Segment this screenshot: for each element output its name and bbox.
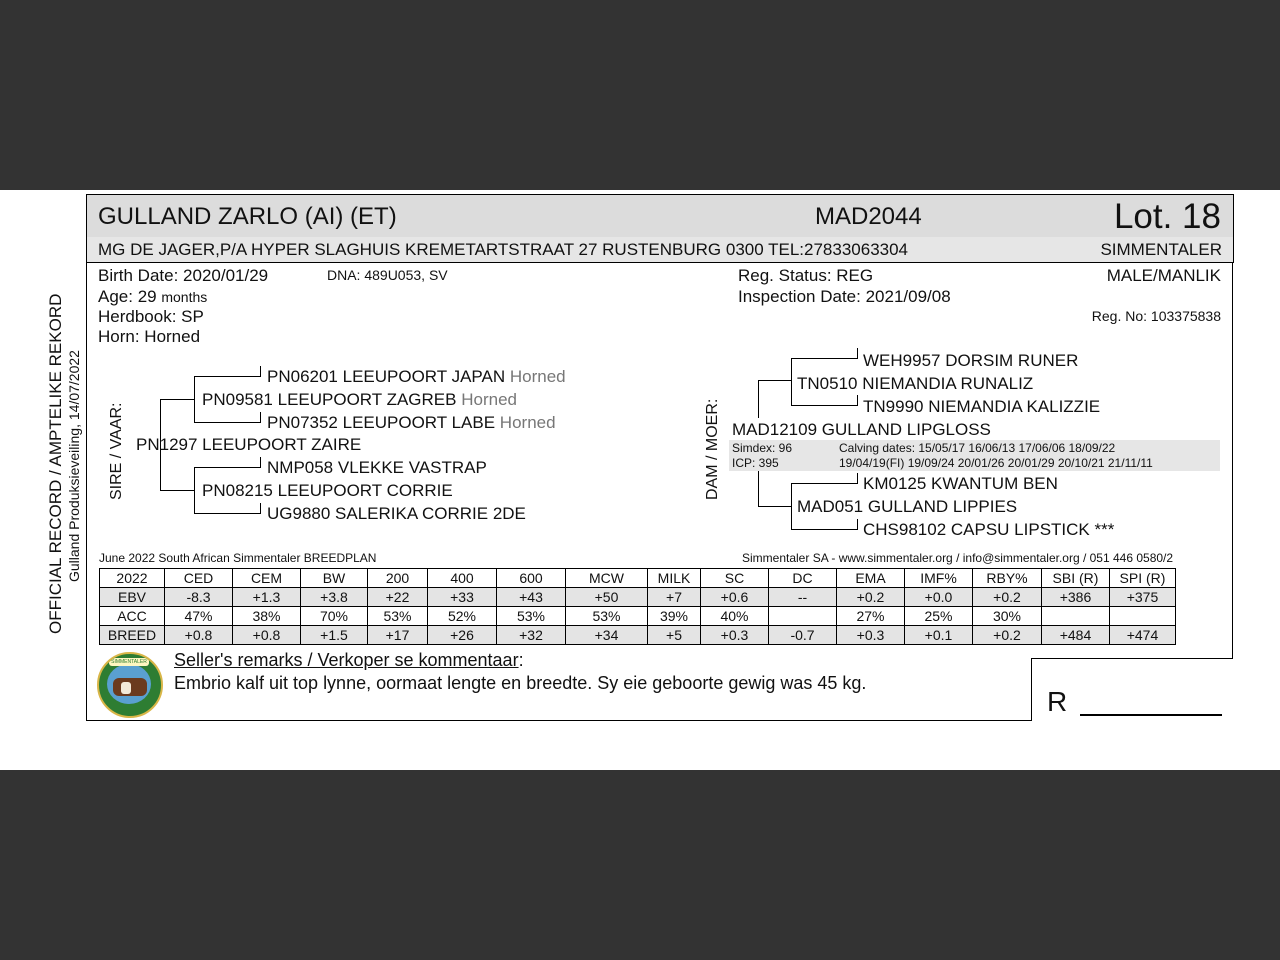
- table-cell: 27%: [837, 607, 905, 626]
- table-cell: +22: [368, 588, 428, 607]
- table-cell: [769, 607, 837, 626]
- breedplan-table: [99, 568, 1176, 645]
- dam-upper-bracket: [791, 358, 792, 405]
- reg-no: Reg. No: 103375838: [1091, 308, 1221, 324]
- table-cell: 40%: [701, 607, 769, 626]
- table-cell: EBV: [100, 588, 165, 607]
- sex: MALE/MANLIK: [1106, 266, 1221, 285]
- table-cell: +474: [1110, 626, 1176, 645]
- table-row-acc: [100, 607, 1176, 626]
- line: [260, 457, 261, 468]
- owner-details: MG DE JAGER,P/A HYPER SLAGHUIS KREMETARTSTRAAT 27 RUSTENBURG 0300 TEL:27833063304: [98, 240, 909, 259]
- header-cell: SBI (R): [1042, 569, 1110, 588]
- birth-date: Birth Date: 2020/01/29: [98, 266, 269, 285]
- sire-grand-dam: PN08215 LEEUPOORT CORRIE: [202, 481, 453, 500]
- sire-label: SIRE / VAAR:: [108, 402, 125, 500]
- official-record-label: OFFICIAL RECORD / AMPTELIKE REKORD: [46, 293, 65, 634]
- table-cell: +375: [1110, 588, 1176, 607]
- sire-gg-sire-1: PN06201 LEEUPOORT JAPAN Horned: [267, 367, 566, 386]
- table-cell: -0.7: [769, 626, 837, 645]
- table-cell: --: [769, 588, 837, 607]
- dam-upper-stem: [758, 380, 759, 418]
- line: [791, 405, 858, 406]
- table-cell: +0.8: [165, 626, 233, 645]
- breed-label: SIMMENTALER: [1100, 240, 1222, 259]
- table-cell: +0.1: [905, 626, 973, 645]
- animal-code: MAD2044: [815, 203, 922, 230]
- table-cell: 53%: [566, 607, 648, 626]
- table-cell: 39%: [648, 607, 701, 626]
- sire-grand-sire: PN09581 LEEUPOORT ZAGREB Horned: [202, 390, 517, 409]
- table-cell: 30%: [973, 607, 1042, 626]
- owner-bar: [86, 237, 1234, 263]
- table-cell: +26: [428, 626, 497, 645]
- calving-dates-1: Calving dates: 15/05/17 16/06/13 17/06/06 18/09/22: [839, 441, 1116, 455]
- table-cell: 52%: [428, 607, 497, 626]
- card-header: [86, 194, 1234, 239]
- dna-info: DNA: 489U053, SV: [327, 267, 448, 283]
- line: [194, 467, 260, 468]
- line: [857, 395, 858, 406]
- table-cell: 25%: [905, 607, 973, 626]
- price-box-left: [1031, 658, 1032, 721]
- remarks-title: Seller's remarks / Verkoper se kommentaar:: [174, 650, 524, 670]
- line: [758, 506, 792, 507]
- table-cell: [1110, 607, 1176, 626]
- sire-bracket-top: [160, 399, 195, 400]
- table-cell: +33: [428, 588, 497, 607]
- breedplan-title: June 2022 South African Simmentaler BREEDPLAN: [99, 551, 377, 565]
- table-cell: 47%: [165, 607, 233, 626]
- sire-upper-bracket: [194, 376, 195, 422]
- header-cell: MCW: [566, 569, 648, 588]
- line: [857, 348, 858, 359]
- table-cell: +5: [648, 626, 701, 645]
- table-row-breed: [100, 626, 1176, 645]
- bottom-dark-band: [0, 770, 1280, 960]
- table-cell: +484: [1042, 626, 1110, 645]
- dam-gg-dam-2: CHS98102 CAPSU LIPSTICK ***: [863, 520, 1115, 539]
- table-row-ebv: [100, 588, 1176, 607]
- table-cell: +7: [648, 588, 701, 607]
- sale-label: Gulland Produksieveiling, 14/07/2022: [66, 350, 82, 582]
- herdbook: Herdbook: SP: [98, 307, 204, 326]
- lot-number: Lot. 18: [1113, 197, 1221, 236]
- icp: ICP: 395: [732, 456, 779, 470]
- header-cell: EMA: [837, 569, 905, 588]
- table-cell: [1042, 607, 1110, 626]
- header-cell: DC: [769, 569, 837, 588]
- sire-gg-sire-2: NMP058 VLEKKE VASTRAP: [267, 458, 487, 477]
- logo-cow-face: [121, 682, 131, 694]
- dam-grand-sire: TN0510 NIEMANDIA RUNALIZ: [797, 374, 1034, 393]
- table-cell: 53%: [368, 607, 428, 626]
- age: Age: 29 months: [98, 287, 208, 306]
- table-cell: +1.3: [233, 588, 301, 607]
- table-cell: +0.2: [973, 588, 1042, 607]
- table-cell: 53%: [497, 607, 566, 626]
- header-cell: RBY%: [973, 569, 1042, 588]
- header-cell: 2022: [100, 569, 165, 588]
- table-cell: +43: [497, 588, 566, 607]
- table-cell: +32: [497, 626, 566, 645]
- table-cell: +0.2: [837, 588, 905, 607]
- table-header-row: [100, 569, 1176, 588]
- header-cell: CEM: [233, 569, 301, 588]
- header-cell: SC: [701, 569, 769, 588]
- frame-bottom: [86, 720, 1032, 721]
- table-cell: +1.5: [301, 626, 368, 645]
- sire-name: PN1297 LEEUPOORT ZAIRE: [136, 435, 362, 454]
- table-cell: +0.3: [837, 626, 905, 645]
- line: [260, 412, 261, 423]
- header-cell: 400: [428, 569, 497, 588]
- line: [194, 376, 260, 377]
- dam-gg-dam-1: TN9990 NIEMANDIA KALIZZIE: [863, 397, 1101, 416]
- table-cell: 38%: [233, 607, 301, 626]
- header-cell: BW: [301, 569, 368, 588]
- line: [791, 529, 858, 530]
- table-cell: +50: [566, 588, 648, 607]
- header-cell: IMF%: [905, 569, 973, 588]
- breedplan-contact: Simmentaler SA - www.simmentaler.org / info@simmentaler.org / 051 446 0580/2: [742, 551, 1174, 565]
- line: [791, 358, 858, 359]
- simdex: Simdex: 96: [732, 441, 793, 455]
- table-cell: +0.8: [233, 626, 301, 645]
- price-currency: R: [1047, 686, 1068, 717]
- table-cell: +3.8: [301, 588, 368, 607]
- table-cell: ACC: [100, 607, 165, 626]
- line: [857, 519, 858, 530]
- sire-gg-dam-1: PN07352 LEEUPOORT LABE Horned: [267, 413, 556, 432]
- line: [758, 380, 792, 381]
- logo-text: SIMMENTALER: [109, 658, 149, 666]
- sire-bracket-bottom: [160, 490, 195, 491]
- simmentaler-logo: [97, 652, 163, 718]
- lot-card: [86, 194, 1234, 721]
- table-cell: +386: [1042, 588, 1110, 607]
- table-cell: BREED: [100, 626, 165, 645]
- header-cell: CED: [165, 569, 233, 588]
- table-cell: +0.3: [701, 626, 769, 645]
- top-dark-band: [0, 0, 1280, 190]
- line: [260, 503, 261, 514]
- dam-grand-dam: MAD051 GULLAND LIPPIES: [797, 497, 1018, 516]
- header-cell: SPI (R): [1110, 569, 1176, 588]
- header-cell: MILK: [648, 569, 701, 588]
- table-cell: +0.2: [973, 626, 1042, 645]
- dam-name: MAD12109 GULLAND LIPGLOSS: [732, 420, 991, 439]
- calving-dates-2: 19/04/19(FI) 19/09/24 20/01/26 20/01/29 20/10/21 21/11/11: [839, 456, 1153, 470]
- horn-status: Horn: Horned: [98, 327, 201, 346]
- dam-lower-bracket: [791, 483, 792, 529]
- line: [194, 513, 260, 514]
- sire-gg-dam-2: UG9880 SALERIKA CORRIE 2DE: [267, 504, 526, 523]
- reg-status: Reg. Status: REG: [738, 266, 874, 285]
- line: [194, 422, 260, 423]
- price-box-top: [1031, 658, 1233, 659]
- table-cell: +0.6: [701, 588, 769, 607]
- dam-label: DAM / MOER:: [704, 398, 721, 500]
- header-cell: 600: [497, 569, 566, 588]
- table-cell: +0.0: [905, 588, 973, 607]
- animal-name: GULLAND ZARLO (AI) (ET): [98, 203, 397, 230]
- dam-gg-sire-1: WEH9957 DORSIM RUNER: [863, 351, 1079, 370]
- price-input-line[interactable]: [1080, 714, 1222, 716]
- table-cell: +34: [566, 626, 648, 645]
- line: [857, 473, 858, 484]
- remarks-text: Embrio kalf uit top lynne, oormaat lengte en breedte. Sy eie geboorte gewig was 45 kg.: [174, 673, 867, 693]
- inspection-date: Inspection Date: 2021/09/08: [738, 287, 951, 306]
- line: [791, 483, 858, 484]
- line: [260, 366, 261, 377]
- frame-left: [86, 262, 87, 721]
- dam-gg-sire-2: KM0125 KWANTUM BEN: [863, 474, 1058, 493]
- dam-lower-stem: [758, 471, 759, 506]
- frame-right: [1232, 262, 1233, 659]
- table-cell: -8.3: [165, 588, 233, 607]
- table-cell: 70%: [301, 607, 368, 626]
- table-cell: +17: [368, 626, 428, 645]
- sire-lower-bracket: [194, 467, 195, 513]
- header-cell: 200: [368, 569, 428, 588]
